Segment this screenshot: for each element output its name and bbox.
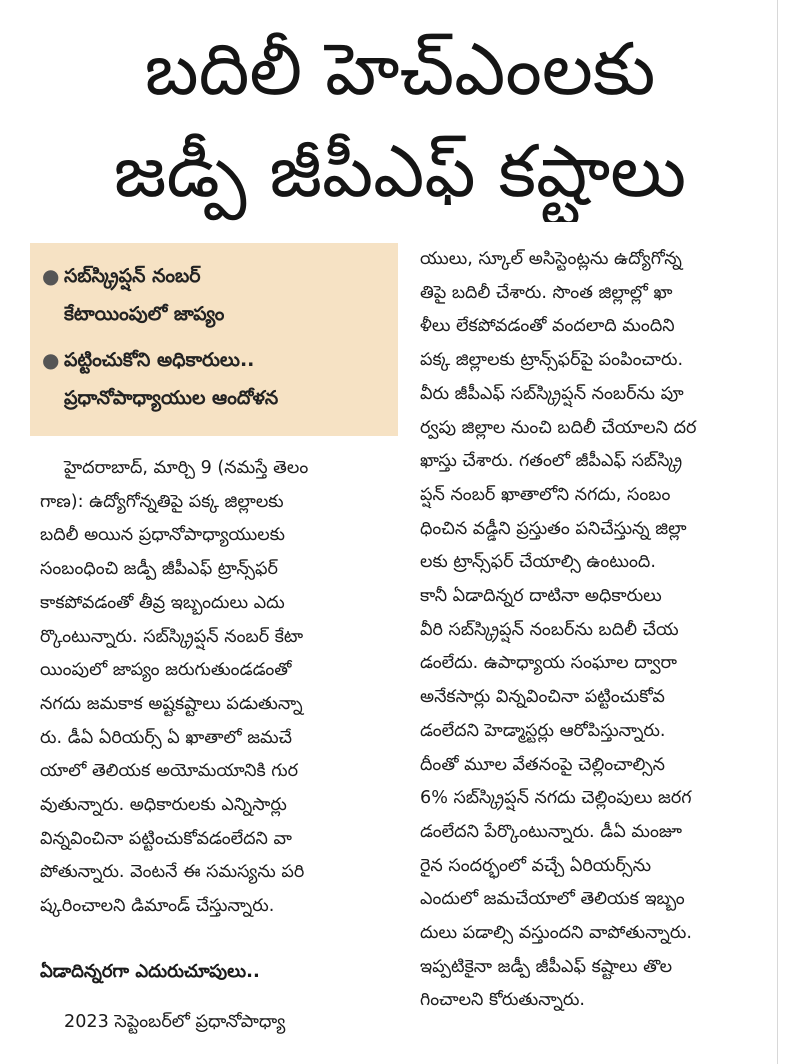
text-line: డంలేదని పేర్కొంటున్నారు. డీఏ మంజూ xyxy=(420,821,683,842)
bullet-icon: ● xyxy=(42,348,60,372)
subheading: ఏడాదిన్నరగా ఎదురుచూపులు.. xyxy=(40,961,260,982)
text-line: కాకపోవడంతో తీవ్ర ఇబ్బందులు ఎదు xyxy=(40,592,285,613)
text-line: యులు, స్కూల్ అసిస్టెంట్లను ఉద్యోగోన్న xyxy=(420,249,682,269)
text-line: అనేకసార్లు విన్నవించినా పట్టించుకోవ xyxy=(420,687,665,708)
right-column-body xyxy=(420,243,760,1018)
text-line: కానీ ఏడాదిన్నర దాటినా అధికారులు xyxy=(420,586,662,607)
bullet-icon: ● xyxy=(42,264,60,288)
highlight-item xyxy=(42,257,388,333)
text-line: బదిలీ అయిన ప్రధానోపాధ్యాయులకు xyxy=(40,525,285,546)
text-line: దీంతో మూల వేతనంపై చెల్లించాల్సిన xyxy=(420,754,665,775)
text-line: 2023 సెప్టెంబర్‌లో ప్రధానోపాధ్యా xyxy=(64,1012,286,1032)
text-line: సంబంధించి జడ్పీ జీపీఎఫ్ ట్రాన్స్‌ఫర్ xyxy=(40,559,278,580)
text-line: వీరి సబ్‌స్క్రిప్షన్ నంబర్‌ను బదిలీ చేయ xyxy=(420,619,679,640)
highlight-line: కేటాయింపులో జాప్యం xyxy=(64,303,225,325)
text-line: విన్నవించినా పట్టించుకోవడంలేదని వా xyxy=(40,828,292,849)
text-line: గించాలని కోరుతున్నారు. xyxy=(420,990,586,1011)
text-line: ప్షన్ నంబర్ ఖాతాలోని నగదు, సంబం xyxy=(420,484,671,505)
text-line: ళీలు లేకపోవడంతో వందలాది మందిని xyxy=(420,316,675,337)
headline-line-1: బదిలీ హెచ్ఎంలకు xyxy=(144,27,656,111)
text-line: ర్వపు జిల్లాల నుంచి బదిలీ చేయాలని దర xyxy=(420,417,697,438)
page-edge-divider xyxy=(777,0,778,1064)
highlight-item xyxy=(42,341,388,417)
text-line: వుతున్నారు. అధికారులకు ఎన్నిసార్లు xyxy=(40,795,287,816)
headline-line-2: జడ్పీ జీపీఎఫ్ కష్టాలు xyxy=(113,129,687,213)
left-column-body xyxy=(40,452,378,924)
text-line: ఖాస్తు చేశారు. గతంలో జీపీఎఫ్ సబ్‌స్క్రి xyxy=(420,451,683,472)
text-line: హైదరాబాద్, మార్చి 9 (నమస్తే తెలం xyxy=(64,458,309,478)
text-line: 6% సబ్‌స్క్రిప్షన్ నగదు చెల్లింపులు జరగ xyxy=(420,788,692,809)
text-line: పోతున్నారు. వెంటనే ఈ సమస్యను పరి xyxy=(40,862,305,883)
text-line: ర్కొంటున్నారు. సబ్‌స్క్రిప్షన్ నంబర్ కేటా xyxy=(40,626,304,647)
text-line: యాలో తెలియక అయోమయానికి గుర xyxy=(40,761,299,782)
text-line: నగదు జమకాక అష్టకష్టాలు పడుతున్నా xyxy=(40,693,303,714)
headline xyxy=(30,18,770,222)
text-line: వీరు జీపీఎఫ్ సబ్‌స్క్రిప్షన్ నంబర్‌ను పూ xyxy=(420,383,684,404)
text-line: ష్కరించాలని డిమాండ్ చేస్తున్నారు. xyxy=(40,896,275,917)
text-line: యింపులో జాప్యం జరుగుతుండడంతో xyxy=(40,660,292,681)
highlights-box xyxy=(30,243,398,436)
text-line: పక్క జిల్లాలకు ట్రాన్స్‌ఫర్‌పై పంపించారు. xyxy=(420,350,684,371)
text-line: లకు ట్రాన్స్‌ఫర్ చేయాల్సి ఉంటుంది. xyxy=(420,552,656,573)
text-line: రైన సందర్భంలో వచ్చే ఏరియర్స్‌ను xyxy=(420,855,652,876)
text-line: దులు పడాల్సి వస్తుందని వాపోతున్నారు. xyxy=(420,923,692,944)
text-line: ఇప్పటికైనా జడ్పీ జీపీఎఫ్ కష్టాలు తొల xyxy=(420,956,673,977)
highlight-line: ప్రధానోపాధ్యాయుల ఆందోళన xyxy=(64,387,279,409)
text-line: ధించిన వడ్డీని ప్రస్తుతం పనిచేస్తున్న జిల్లా xyxy=(420,518,687,539)
text-line: డంలేదు. ఉపాధ్యాయ సంఘాల ద్వారా xyxy=(420,653,678,674)
text-line: తిపై బదిలీ చేశారు. సొంత జిల్లాల్లో ఖా xyxy=(420,282,673,303)
text-line: డంలేదని హెడ్మాస్టర్లు ఆరోపిస్తున్నారు. xyxy=(420,720,666,741)
text-line: రు. డీఏ ఏరియర్స్ ఏ ఖాతాలో జమచే xyxy=(40,727,293,748)
highlight-line: సబ్‌స్క్రిప్షన్ నంబర్ xyxy=(64,265,201,287)
text-line: ఎందులో జమచేయాలో తెలియక ఇబ్బం xyxy=(420,889,685,910)
text-line: గాణ): ఉద్యోగోన్నతిపై పక్క జిల్లాలకు xyxy=(40,491,284,512)
left-column-tail xyxy=(40,1006,378,1040)
highlight-line: పట్టించుకోని అధికారులు.. xyxy=(64,349,255,371)
